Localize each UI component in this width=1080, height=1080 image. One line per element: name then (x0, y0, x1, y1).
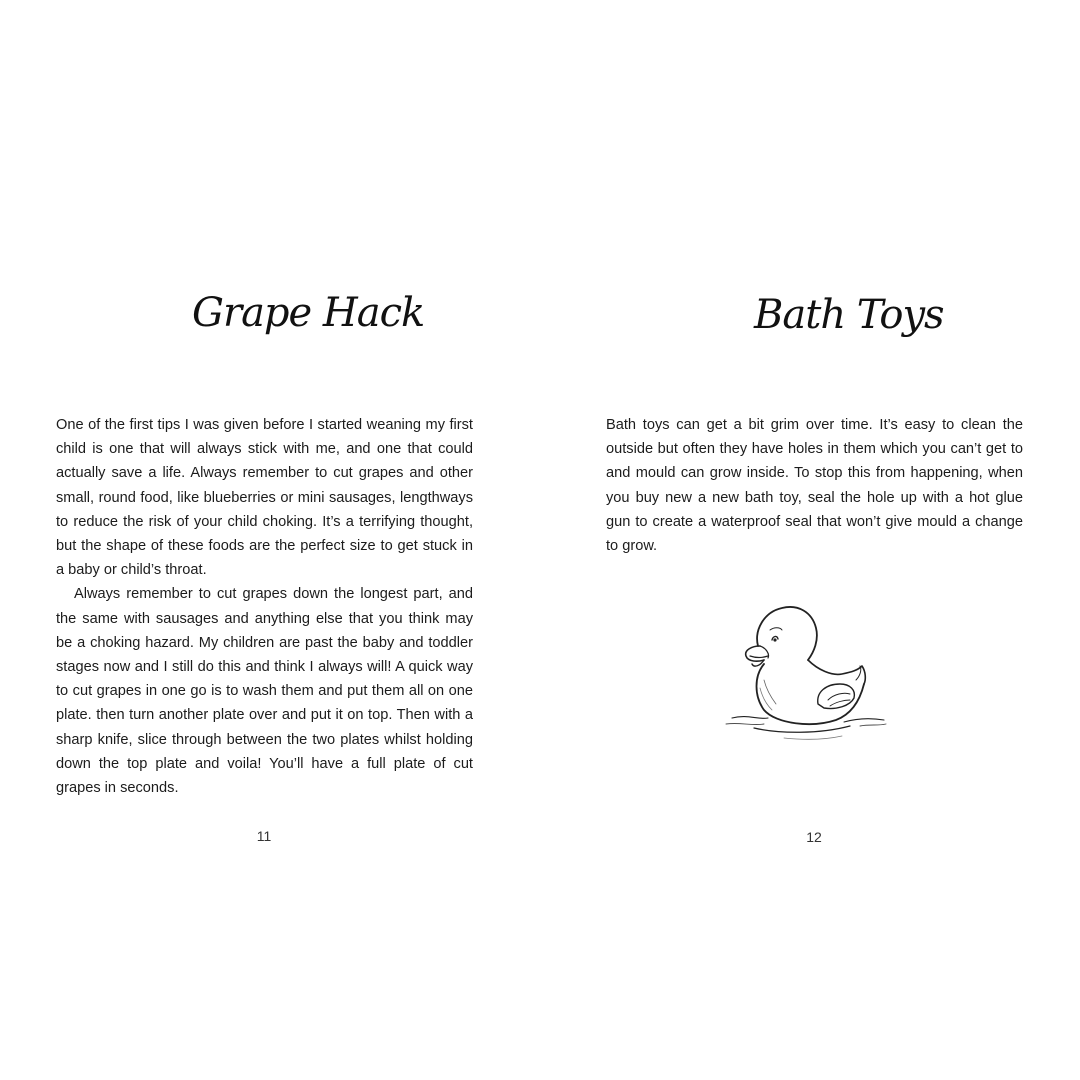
paragraph: Always remember to cut grapes down the longest part, and the same with sausages and anything else that you think may be a choking hazard. My children are past the baby and toddler stages now and I still do this and think I always will! A quick way to cut grapes in one go is to wash them and put them all on one plate. then turn another plate over and put it on top. Then with a sharp knife, slice through between the two plates whilst holding down the top plate and voila! You’ll have a full plate of cut grapes in seconds. (56, 586, 473, 797)
paragraph: Bath toys can get a bit grim over time. It’s easy to clean the outside but often they have holes in them which you can’t get to and mould can grow inside. To stop this from happening, when you buy new a new bath toy, seal the hole up with a hot glue gun to create a waterproof seal that won’t give mould a change to grow. (606, 417, 1023, 555)
bath-toys-body (606, 413, 1023, 558)
page-number-right: 12 (806, 829, 822, 845)
grape-hack-body (56, 413, 473, 800)
paragraph: One of the first tips I was given before I started weaning my first child is one that will always stick with me, and one that could actually save a life. Always remember to cut grapes and other small, round food, like blueberries or mini sausages, lengthways to reduce the risk of your child choking. It’s a terrifying thought, but the shape of these foods are the perfect size to get stuck in a baby or child’s throat. (56, 417, 473, 579)
page-title-bath-toys: Bath Toys (754, 292, 944, 338)
right-page (540, 0, 1080, 1080)
page-title-grape-hack: Grape Hack (192, 290, 425, 336)
rubber-duck-icon (724, 600, 890, 748)
page-number-left: 11 (256, 828, 272, 844)
